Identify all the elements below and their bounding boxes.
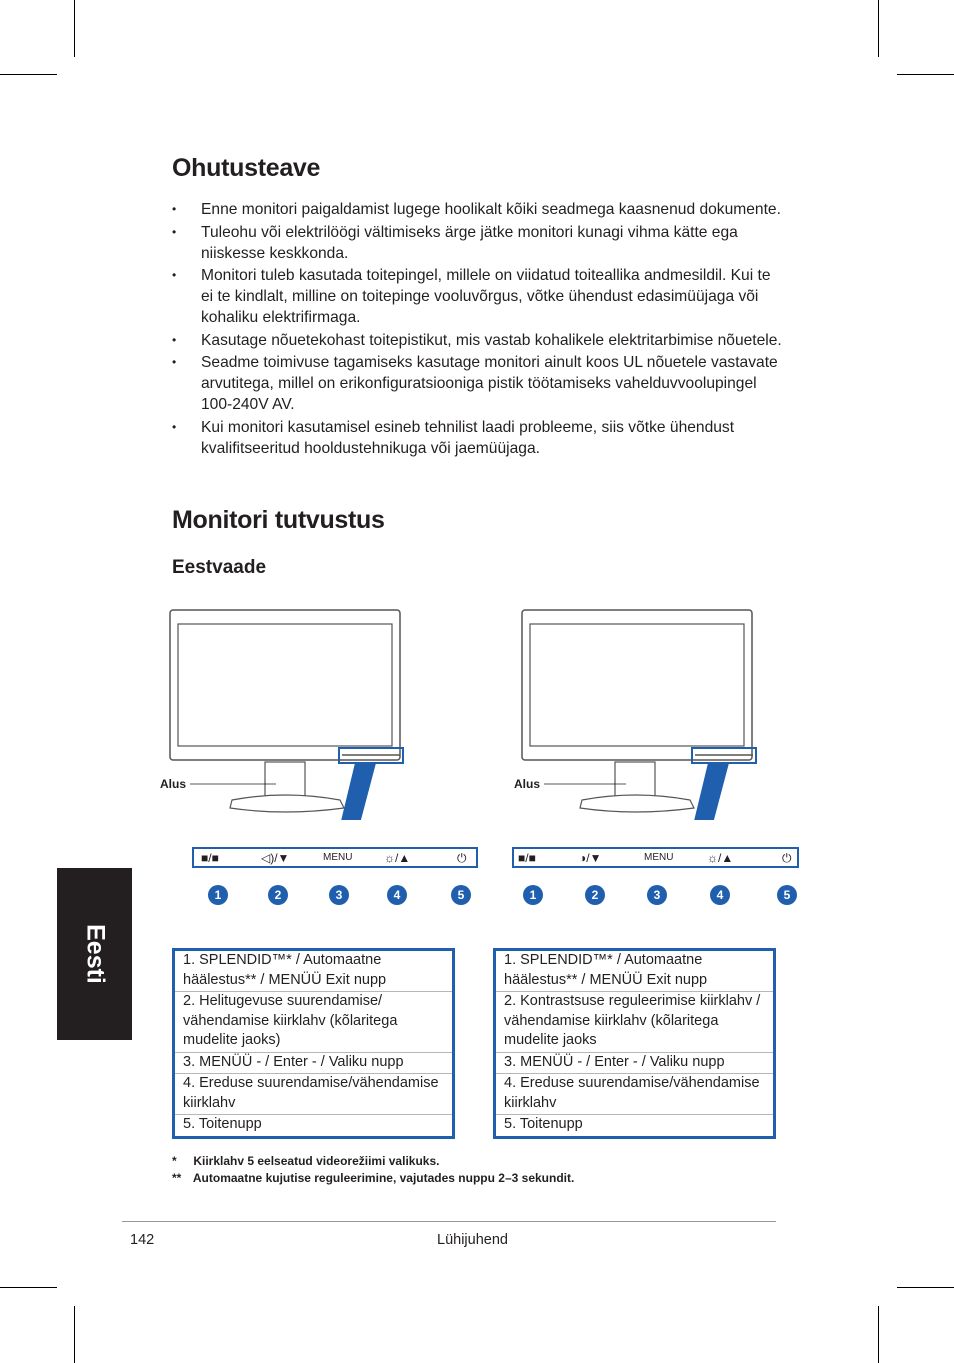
crop-mark: [74, 1306, 75, 1363]
crop-mark: [74, 0, 75, 57]
brightness-icon: ☼/▲: [707, 851, 734, 865]
footnote-text: Automaatne kujutise reguleerimine, vajutades nuppu 2–3 sekundit.: [192, 1171, 575, 1185]
language-tab-label: Eesti: [81, 924, 109, 984]
table-cell: 5. Toitenupp: [504, 1116, 583, 1132]
contrast-icon: ◑/▼: [579, 851, 602, 865]
callout-number: 3: [647, 885, 667, 905]
table-cell: 3. MENÜÜ - / Enter - / Valiku nupp: [174, 1052, 454, 1074]
table-row: [495, 1115, 775, 1138]
menu-icon: MENU: [644, 852, 674, 863]
table-row: [495, 992, 775, 1053]
table-row: [495, 1052, 775, 1074]
table-cell: 1. SPLENDID™* / Automaatne häälestus** / MENÜÜ Exit nupp: [174, 950, 454, 992]
intro-heading: Monitori tutvustus: [172, 506, 385, 534]
table-cell: 1. SPLENDID™* / Automaatne häälestus** / MENÜÜ Exit nupp: [495, 950, 775, 992]
power-icon: ⏻: [782, 851, 792, 865]
crop-mark: [0, 1287, 57, 1288]
table-cell: 5. Toitenupp: [183, 1116, 262, 1132]
list-item: • Kui monitori kasutamisel esineb tehnilist laadi probleeme, siis võtke ühendust kvalifitseeritud hooldustehnikuga või jaemüüjaga.: [172, 417, 782, 459]
table-row: [174, 1115, 454, 1138]
volume-icon: ◁)/▼: [261, 851, 290, 865]
stand-label: Alus: [514, 777, 541, 791]
table-cell: 4. Ereduse suurendamise/vähendamise kiirklahv: [174, 1074, 454, 1115]
table-row: [174, 1074, 454, 1115]
menu-icon: MENU: [323, 852, 353, 863]
table-cell: 3. MENÜÜ - / Enter - / Valiku nupp: [495, 1052, 775, 1074]
crop-mark: [878, 1306, 879, 1363]
splendid-icon: ■/■: [518, 851, 536, 865]
front-view-heading: Eestvaade: [172, 557, 267, 578]
power-icon: ⏻: [457, 851, 467, 865]
page-number: 142: [130, 1232, 155, 1248]
list-item: • Seadme toimivuse tagamiseks kasutage monitori ainult koos UL nõuetele vastavate arvutitega, millel on erikonfiguratsiooniga pistik töötamiseks vahelduvvoolupingel 100-240V AV.: [172, 352, 782, 415]
footnote: [172, 1171, 574, 1185]
splendid-icon: ■/■: [201, 851, 219, 865]
callout-number: 1: [208, 885, 228, 905]
monitor-illustration-left: [150, 600, 490, 820]
language-tab: [57, 868, 132, 1040]
table-cell: 4. Ereduse suurendamise/vähendamise kiirklahv: [495, 1074, 775, 1115]
footnote-text: Kiirklahv 5 eelseatud videorežiimi valikuks.: [193, 1154, 440, 1168]
stand-label: Alus: [160, 777, 187, 791]
callout-number: 5: [777, 885, 797, 905]
table-row: [174, 992, 454, 1053]
list-item: • Tuleohu või elektrilöögi vältimiseks ärge jätke monitori kunagi vihma kätte ega niiskesse keskkonda.: [172, 222, 782, 264]
button-bar-left: [192, 847, 478, 868]
crop-mark: [897, 74, 954, 75]
crop-mark: [878, 0, 879, 57]
table-row: [174, 950, 454, 992]
footer-title: Lühijuhend: [437, 1232, 508, 1248]
list-item: • Kasutage nõuetekohast toitepistikut, mis vastab kohalikele elektritarbimise nõuetele.: [172, 330, 782, 351]
footnote-mark: **: [172, 1171, 182, 1185]
table-row: [495, 950, 775, 992]
table-cell: 2. Kontrastsuse reguleerimise kiirklahv / vähendamise kiirklahv (kõlaritega mudelite jaoks: [495, 992, 775, 1053]
list-item: • Enne monitori paigaldamist lugege hoolikalt kõiki seadmega kaasnenud dokumente.: [172, 199, 782, 220]
crop-mark: [897, 1287, 954, 1288]
footnote: [172, 1154, 439, 1168]
callout-number: 4: [710, 885, 730, 905]
table-row: [174, 1052, 454, 1074]
callout-number: 1: [523, 885, 543, 905]
table-row: [495, 1074, 775, 1115]
callout-number: 5: [451, 885, 471, 905]
crop-mark: [0, 74, 57, 75]
brightness-icon: ☼/▲: [384, 851, 411, 865]
button-bar-right: [512, 847, 799, 868]
button-table-left: [172, 948, 455, 1139]
safety-heading: Ohutusteave: [172, 154, 321, 182]
table-cell: 2. Helitugevuse suurendamise/ vähendamise kiirklahv (kõlaritega mudelite jaoks): [174, 992, 454, 1053]
monitor-illustration-right: [500, 600, 800, 820]
list-item: • Monitori tuleb kasutada toitepingel, millele on viidatud toiteallika andmesildil. Kui te ei te kindlalt, milline on toitepinge vooluvõrgus, võtke ühendust edasimüüjaga või kohaliku elektrifirmaga.: [172, 265, 782, 328]
safety-list: [172, 199, 782, 460]
callout-number: 2: [585, 885, 605, 905]
footer-divider: [122, 1221, 776, 1222]
callout-number: 4: [387, 885, 407, 905]
button-table-right: [493, 948, 776, 1139]
callout-number: 3: [329, 885, 349, 905]
callout-number: 2: [268, 885, 288, 905]
footnote-mark: *: [172, 1154, 177, 1168]
